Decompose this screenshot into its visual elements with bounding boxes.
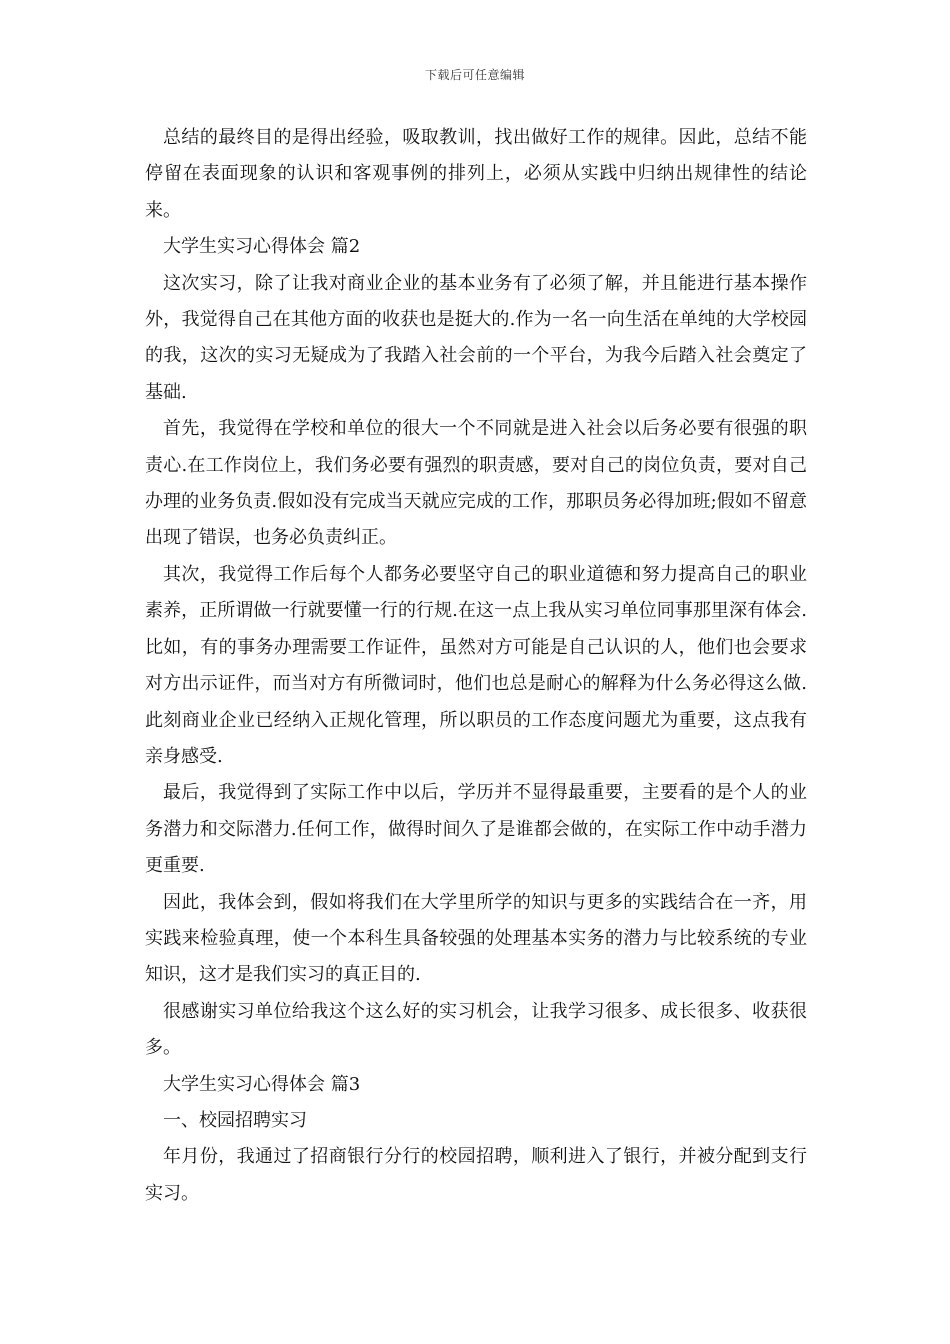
paragraph-bank-recruitment: 年月份，我通过了招商银行分行的校园招聘，顺利进入了银行，并被分配到支行实习。 <box>145 1146 807 1204</box>
page-header-note: 下载后可任意编辑 <box>424 68 525 82</box>
paragraph-first-responsibility: 首先，我觉得在学校和单位的很大一个不同就是进入社会以后务必要有很强的职责心.在工作岗位上，我们务必要有强烈的职责感，要对自己的岗位负责，要对自己办理的业务负责.假如没有完成当天就应完成的工作，那职员务必得加班;假如不留意出现了错误，也务必负责纠正。 <box>145 418 807 549</box>
paragraph-internship-intro: 这次实习，除了让我对商业企业的基本业务有了必须了解，并且能进行基本操作外，我觉得自己在其他方面的收获也是挺大的.作为一名一向生活在单纯的大学校园的我，这次的实习无疑成为了我踏入社会前的一个平台，为我今后踏入社会奠定了基础. <box>145 272 807 403</box>
paragraph-summary-conclusion: 总结的最终目的是得出经验，吸取教训，找出做好工作的规律。因此，总结不能停留在表面现象的认识和客观事例的排列上，必须从实践中归纳出规律性的结论来。 <box>145 127 807 221</box>
section-heading-part-3: 大学生实习心得体会 篇3 <box>163 1073 361 1095</box>
section-heading-part-2: 大学生实习心得体会 篇2 <box>163 236 361 258</box>
paragraph-second-ethics: 其次，我觉得工作后每个人都务必要坚守自己的职业道德和努力提高自己的职业素养，正所谓做一行就要懂一行的行规.在这一点上我从实习单位同事那里深有体会.比如，有的事务办理需要工作证件，虽然对方可能是自己认识的人，他们也会要求对方出示证件，而当对方有所微词时，他们也总是耐心的解释为什么务必得这么做.此刻商业企业已经纳入正规化管理，所以职员的工作态度问题尤为重要，这点我有亲身感受. <box>145 563 807 767</box>
paragraph-last-ability: 最后，我觉得到了实际工作中以后，学历并不显得最重要，主要看的是个人的业务潜力和交际潜力.任何工作，做得时间久了是谁都会做的，在实际工作中动手潜力更重要. <box>145 782 807 877</box>
paragraph-therefore-purpose: 因此，我体会到，假如将我们在大学里所学的知识与更多的实践结合在一齐，用实践来检验真理，使一个本科生具备较强的处理基本实务的潜力与比较系统的专业知识，这才是我们实习的真正目的. <box>145 891 807 986</box>
document-body <box>145 120 807 1212</box>
subheading-campus-recruitment: 一、校园招聘实习 <box>163 1109 307 1131</box>
paragraph-thanks: 很感谢实习单位给我这个这么好的实习机会，让我学习很多、成长很多、收获很多。 <box>145 1000 807 1059</box>
